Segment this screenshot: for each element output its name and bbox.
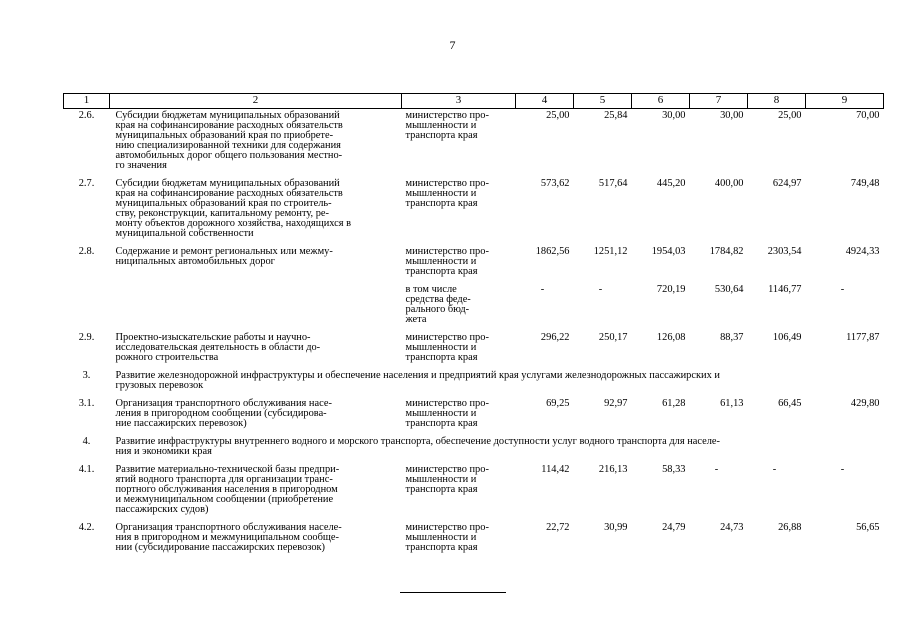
- year-value-cell: 2303,54: [767, 246, 802, 257]
- year-value-cell: 749,48: [850, 178, 880, 189]
- year-value-cell: 69,25: [546, 398, 570, 409]
- measure-description: [110, 397, 402, 435]
- executor-line: в том числе: [405, 284, 457, 295]
- executor-line: транспорта края: [405, 484, 478, 495]
- description-line: нии (субсидирование пассажирских перевозок): [115, 542, 326, 553]
- year-value-cell: -: [772, 464, 777, 475]
- year-value-cell: 517,64: [598, 178, 628, 189]
- row-number: 2.7.: [78, 178, 95, 189]
- description-line: Субсидии бюджетам муниципальных образований: [115, 178, 340, 189]
- measure-description: [110, 331, 402, 369]
- year-value-cell: 1177,87: [846, 332, 880, 343]
- executor-line: мышленности и: [405, 120, 477, 131]
- description-line: Организация транспортного обслуживания населе-: [115, 522, 342, 533]
- year-value-cell: 92,97: [604, 398, 628, 409]
- year-value-cell: 445,20: [656, 178, 686, 189]
- responsible-executor: [402, 521, 516, 559]
- responsible-executor: [402, 245, 516, 283]
- year-value-cell: 26,88: [778, 522, 802, 533]
- executor-line: министерство про-: [405, 332, 489, 343]
- column-header: 3: [402, 94, 516, 109]
- row-number: 3.: [82, 370, 91, 381]
- column-header: 8: [748, 94, 806, 109]
- table-row: [64, 397, 884, 435]
- year-value-cell: 720,19: [656, 284, 686, 295]
- description-line: Проектно-изыскательские работы и научно-: [115, 332, 311, 343]
- year-value-cell: 22,72: [546, 522, 570, 533]
- description-line: ления в пригородном сообщении (субсидирова-: [115, 408, 327, 419]
- executor-line: транспорта края: [405, 266, 478, 277]
- description-line: края на софинансирование расходных обязательств: [115, 188, 343, 199]
- year-value-cell: 573,62: [540, 178, 570, 189]
- executor-line: мышленности и: [405, 532, 477, 543]
- table-header-row: [64, 94, 884, 109]
- page-number: 7: [449, 38, 456, 52]
- executor-line: мышленности и: [405, 474, 477, 485]
- row-number: 2.6.: [78, 110, 95, 121]
- table-row: [64, 331, 884, 369]
- row-number: 4.1.: [78, 464, 95, 475]
- year-value-cell: -: [598, 284, 603, 295]
- description-line: ния в пригородном и межмуниципальном сообще-: [115, 532, 339, 543]
- year-value-cell: -: [540, 284, 545, 295]
- column-header: 5: [574, 94, 632, 109]
- row-number: 4.: [82, 436, 91, 447]
- responsible-executor: [402, 177, 516, 245]
- row-number: 2.8.: [78, 246, 95, 257]
- description-line: муниципальных образований края по приобрете-: [115, 130, 334, 141]
- year-value-cell: 25,00: [778, 110, 802, 121]
- row-number: 4.2.: [78, 522, 95, 533]
- row-number: [64, 283, 110, 331]
- year-value-cell: 624,97: [772, 178, 802, 189]
- executor-line: транспорта края: [405, 542, 478, 553]
- year-value-cell: 24,79: [662, 522, 686, 533]
- responsible-executor: [402, 397, 516, 435]
- footer-divider: [400, 592, 506, 593]
- executor-line: мышленности и: [405, 256, 477, 267]
- responsible-executor: [402, 109, 516, 178]
- year-value-cell: -: [840, 284, 845, 295]
- executor-line: министерство про-: [405, 246, 489, 257]
- table-row: [64, 283, 884, 331]
- executor-line: мышленности и: [405, 188, 477, 199]
- section-row: [64, 435, 884, 463]
- year-value-cell: 114,42: [541, 464, 570, 475]
- year-value-cell: 216,13: [598, 464, 628, 475]
- measure-description: [110, 521, 402, 559]
- year-value-cell: 4924,33: [845, 246, 880, 257]
- year-value-cell: 1251,12: [593, 246, 628, 257]
- column-header: 6: [632, 94, 690, 109]
- year-value-cell: 429,80: [850, 398, 880, 409]
- year-value-cell: 1954,03: [651, 246, 686, 257]
- description-line: исследовательская деятельность в области до-: [115, 342, 321, 353]
- section-title-line: ния и экономики края: [115, 446, 212, 457]
- description-line: Содержание и ремонт региональных или межму-: [115, 246, 333, 257]
- year-value-cell: 66,45: [778, 398, 802, 409]
- description-line: портного обслуживания населения в пригородном: [115, 484, 338, 495]
- description-line: Субсидии бюджетам муниципальных образований: [115, 110, 340, 121]
- section-title-line: Развитие железнодорожной инфраструктуры и обеспечение населения и предприятий края услугами железнодорожных пассажирских и: [115, 370, 720, 381]
- year-value-cell: 25,84: [604, 110, 628, 121]
- section-title-line: грузовых перевозок: [115, 380, 204, 391]
- executor-line: жета: [405, 314, 427, 325]
- executor-line: мышленности и: [405, 408, 477, 419]
- executor-line: транспорта края: [405, 198, 478, 209]
- year-value-cell: 30,00: [720, 110, 744, 121]
- year-value-cell: 106,49: [772, 332, 802, 343]
- measure-description: [110, 109, 402, 178]
- description-line: автомобильных дорог общего пользования местно-: [115, 150, 343, 161]
- description-line: ятий водного транспорта для организации транс-: [115, 474, 333, 485]
- table-row: [64, 245, 884, 283]
- table-row: [64, 177, 884, 245]
- table-row: [64, 109, 884, 178]
- year-value-cell: 61,13: [720, 398, 744, 409]
- year-value-cell: -: [840, 464, 845, 475]
- column-header: 1: [64, 94, 110, 109]
- year-value-cell: 24,73: [720, 522, 744, 533]
- executor-line: министерство про-: [405, 398, 489, 409]
- year-value-cell: 56,65: [856, 522, 880, 533]
- responsible-executor: [402, 463, 516, 521]
- executor-line: министерство про-: [405, 110, 489, 121]
- year-value-cell: 30,99: [604, 522, 628, 533]
- year-value-cell: 250,17: [598, 332, 628, 343]
- section-title: [110, 369, 884, 397]
- responsible-executor: [402, 331, 516, 369]
- section-title-line: Развитие инфраструктуры внутреннего водного и морского транспорта, обеспечение доступности услуг водного транспорта для населе-: [115, 436, 721, 447]
- executor-line: мышленности и: [405, 342, 477, 353]
- description-line: и межмуниципальном сообщении (приобретение: [115, 494, 334, 505]
- description-line: пассажирских судов): [115, 504, 209, 515]
- year-value-cell: 530,64: [714, 284, 744, 295]
- executor-line: транспорта края: [405, 352, 478, 363]
- description-line: края на софинансирование расходных обязательств: [115, 120, 343, 131]
- column-header: 4: [516, 94, 574, 109]
- description-line: муниципальной собственности: [115, 228, 254, 239]
- executor-line: средства феде-: [405, 294, 471, 305]
- program-table: [63, 93, 884, 559]
- description-line: ние пассажирских перевозок): [115, 418, 247, 429]
- description-line: Развитие материально-технической базы предпри-: [115, 464, 340, 475]
- year-value-cell: 88,37: [720, 332, 744, 343]
- measure-description: [110, 283, 402, 331]
- measure-description: [110, 463, 402, 521]
- year-value-cell: 70,00: [856, 110, 880, 121]
- description-line: монту объектов дорожного хозяйства, находящихся в: [115, 218, 352, 229]
- section-title: [110, 435, 884, 463]
- executor-line: министерство про-: [405, 464, 489, 475]
- row-number: 2.9.: [78, 332, 95, 343]
- section-row: [64, 369, 884, 397]
- year-value-cell: -: [714, 464, 719, 475]
- column-header: 2: [110, 94, 402, 109]
- year-value-cell: 30,00: [662, 110, 686, 121]
- year-value-cell: 58,33: [662, 464, 686, 475]
- year-value-cell: 61,28: [662, 398, 686, 409]
- year-value-cell: 1862,56: [535, 246, 570, 257]
- column-header: 7: [690, 94, 748, 109]
- description-line: нию специализированной техники для содержания: [115, 140, 341, 151]
- executor-line: транспорта края: [405, 418, 478, 429]
- executor-line: транспорта края: [405, 130, 478, 141]
- year-value-cell: 126,08: [656, 332, 686, 343]
- row-number: 3.1.: [78, 398, 95, 409]
- column-header: 9: [806, 94, 884, 109]
- measure-description: [110, 245, 402, 283]
- description-line: Организация транспортного обслуживания насе-: [115, 398, 332, 409]
- measure-description: [110, 177, 402, 245]
- executor-line: рального бюд-: [405, 304, 470, 315]
- year-value-cell: 296,22: [540, 332, 570, 343]
- description-line: го значения: [115, 160, 167, 171]
- table-row: [64, 521, 884, 559]
- year-value-cell: 400,00: [714, 178, 744, 189]
- year-value-cell: 1146,77: [768, 284, 802, 295]
- year-value-cell: 25,00: [546, 110, 570, 121]
- description-line: рожного строительства: [115, 352, 219, 363]
- table-row: [64, 463, 884, 521]
- year-value-cell: 1784,82: [709, 246, 744, 257]
- executor-line: министерство про-: [405, 178, 489, 189]
- description-line: муниципальных образований края по строитель-: [115, 198, 332, 209]
- executor-line: министерство про-: [405, 522, 489, 533]
- description-line: ниципальных автомобильных дорог: [115, 256, 275, 267]
- responsible-executor: [402, 283, 516, 331]
- description-line: ству, реконструкции, капитальному ремонту, ре-: [115, 208, 329, 219]
